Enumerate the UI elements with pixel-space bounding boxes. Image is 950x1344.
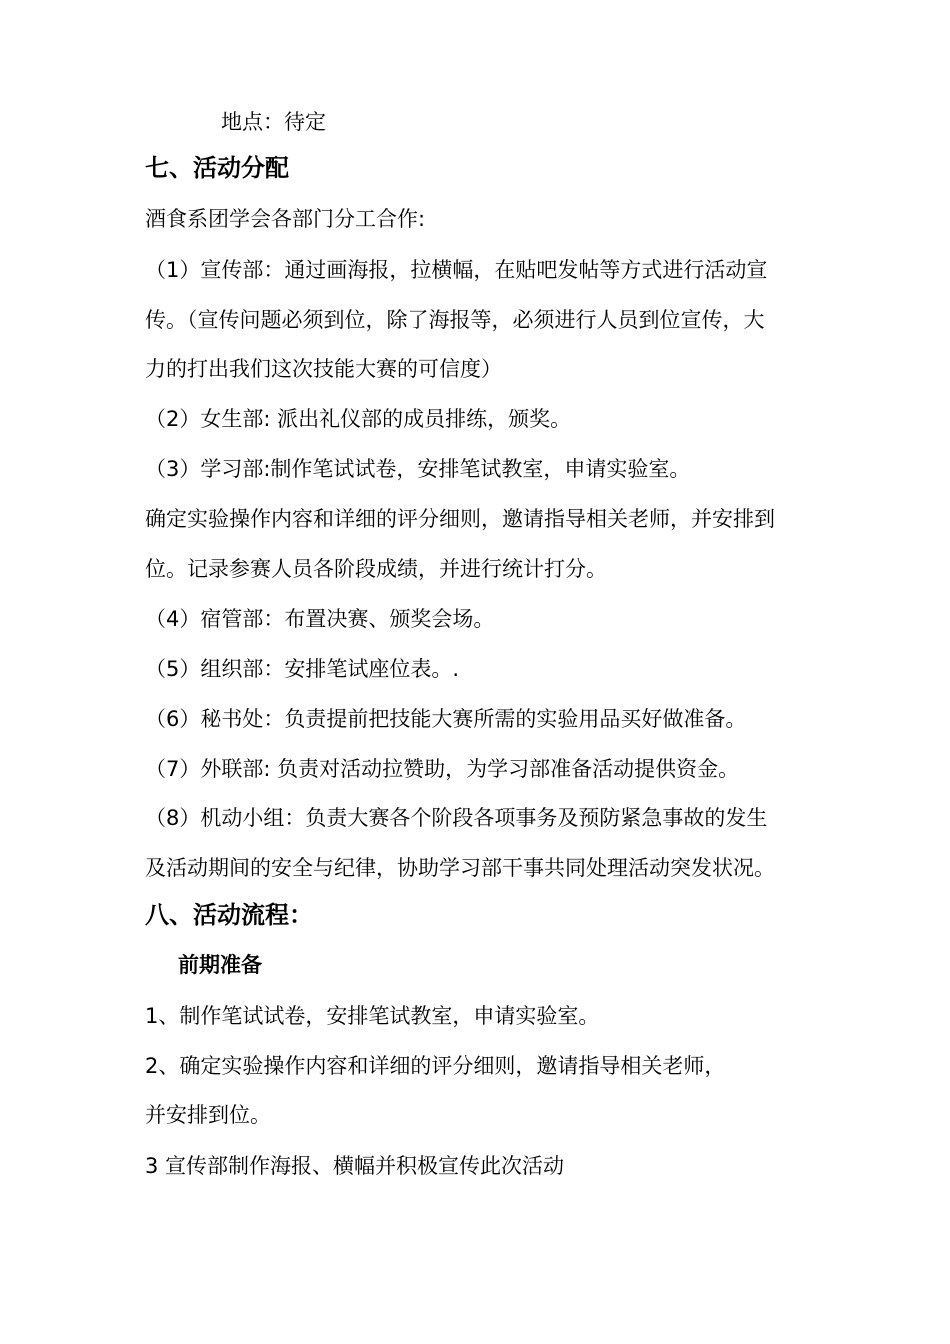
paragraph-1-line-2: 传。（宣传问题必须到位，除了海报等，必须进行人员到位宣传，大	[145, 308, 765, 332]
paragraph-6: （6）秘书处：负责提前把技能大赛所需的实验用品买好做准备。	[145, 707, 747, 731]
paragraph-8-line-1: （8）机动小组：负责大赛各个阶段各项事务及预防紧急事故的发生	[145, 806, 768, 830]
list-item-3: 3 宣传部制作海报、横幅并积极宣传此次活动	[145, 1154, 565, 1178]
paragraph-3-cont-line-1: 确定实验操作内容和详细的评分细则，邀请指导相关老师，并安排到	[145, 507, 775, 531]
section-8-heading: 八、活动流程：	[145, 901, 313, 929]
paragraph-8-line-2: 及活动期间的安全与纪律，协助学习部干事共同处理活动突发状况。	[145, 856, 775, 880]
paragraph-1-line-1: （1）宣传部：通过画海报，拉横幅，在贴吧发帖等方式进行活动宣	[145, 258, 768, 282]
section-7-intro: 酒食系团学会各部门分工合作:	[145, 207, 426, 231]
paragraph-5: （5）组织部：安排笔试座位表。.	[145, 657, 460, 681]
section-7-heading: 七、活动分配	[145, 154, 289, 182]
section-8-subheading: 前期准备	[178, 953, 262, 977]
paragraph-3-cont-line-2: 位。记录参赛人员各阶段成绩，并进行统计打分。	[145, 557, 607, 581]
list-item-2-line-1: 2、确定实验操作内容和详细的评分细则，邀请指导相关老师，	[145, 1054, 726, 1078]
paragraph-7: （7）外联部: 负责对活动拉赞助，为学习部准备活动提供资金。	[145, 757, 740, 781]
paragraph-1-line-3: 力的打出我们这次技能大赛的可信度）	[145, 357, 502, 381]
paragraph-3: （3）学习部:制作笔试试卷，安排笔试教室，申请实验室。	[145, 457, 691, 481]
list-item-1: 1、制作笔试试卷，安排笔试教室，申请实验室。	[145, 1004, 600, 1028]
list-item-2-line-2: 并安排到位。	[145, 1103, 271, 1127]
paragraph-4: （4）宿管部：布置决赛、颁奖会场。	[145, 607, 495, 631]
paragraph-2: （2）女生部: 派出礼仪部的成员排练，颁奖。	[145, 407, 572, 431]
location-line: 地点：待定	[221, 110, 326, 134]
